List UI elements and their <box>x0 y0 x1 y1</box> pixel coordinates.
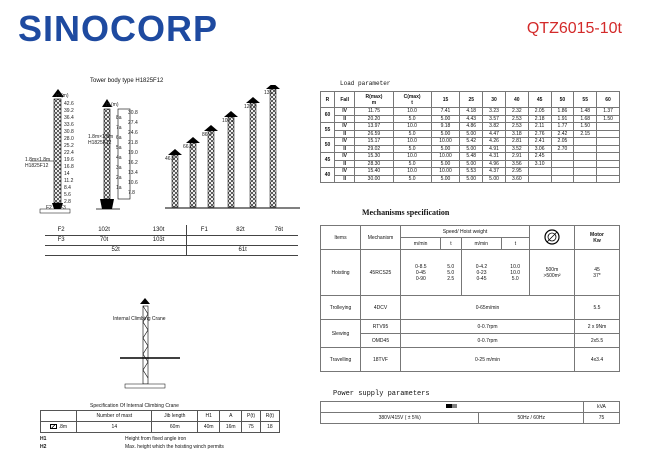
mast-section-icon <box>50 424 57 429</box>
cell: 4DCV <box>361 296 401 320</box>
cell: 45RCS25 <box>361 250 401 296</box>
height-label: 14 <box>64 171 70 177</box>
cell: 1.37 <box>597 108 620 116</box>
load-title: Load parameter <box>340 80 391 87</box>
tower-top-height: 86.4 <box>202 132 212 138</box>
header-cell: C(max) t <box>393 92 431 108</box>
tower-top-height: 126.0 <box>244 104 257 110</box>
cell: Trolleying <box>321 296 361 320</box>
header-cell: A <box>220 411 242 422</box>
cell: 1.91 <box>551 115 574 123</box>
h-label: H (m) <box>106 102 119 108</box>
cell <box>597 123 620 131</box>
cell: 0-4.2 0-23 0-45 <box>461 250 501 296</box>
header-cell: 30 <box>483 92 506 108</box>
note-h1-key: H1 <box>40 436 47 442</box>
cell: 3.60 <box>505 175 528 183</box>
cell <box>528 175 551 183</box>
cell: 2.81 <box>505 138 528 146</box>
cell: 75 <box>584 413 620 424</box>
table-row <box>321 296 620 320</box>
cell: 3.18 <box>505 130 528 138</box>
cell: 28.30 <box>355 160 393 168</box>
cell: 5.00 <box>483 175 506 183</box>
cell: 10.00 <box>431 138 460 146</box>
table-row <box>321 130 620 138</box>
cell <box>597 153 620 161</box>
cell: 5.53 <box>460 168 483 176</box>
cell: 130t <box>131 225 187 235</box>
cell: 30.00 <box>355 175 393 183</box>
cell: 70t <box>77 235 131 245</box>
cell: 1.77 <box>551 123 574 131</box>
cell: 0-65m/min <box>401 296 575 320</box>
cell: F2 <box>45 225 77 235</box>
table-row <box>321 115 620 123</box>
cell: 2.45 <box>528 153 551 161</box>
cell: IV <box>334 153 354 161</box>
table-header <box>321 226 620 238</box>
cell: 82t <box>221 225 259 235</box>
plug-icon <box>446 403 458 409</box>
cell: 18TVF <box>361 348 401 372</box>
height-label: 13.4 <box>128 170 138 176</box>
header-cell: Fall <box>334 92 354 108</box>
brand-logo <box>18 8 218 50</box>
radius-cell: 40 <box>321 168 335 183</box>
cell: 1.50 <box>597 115 620 123</box>
cell: Hoisting <box>321 250 361 296</box>
cell: 7.41 <box>431 108 460 116</box>
header-cell: m/min <box>461 238 501 250</box>
cell <box>574 138 597 146</box>
height-label: 10.6 <box>128 180 138 186</box>
cell: 5.48 <box>460 153 483 161</box>
cell: 50Hz / 60Hz <box>479 413 584 424</box>
cell: 2.95 <box>505 168 528 176</box>
header-cell: Mechanism <box>361 226 401 250</box>
cell: 60m <box>152 422 198 433</box>
tower-diagram <box>0 85 310 225</box>
tower-top-height: 106.2 <box>222 118 235 124</box>
section-label: 1a <box>116 185 122 191</box>
cell <box>597 168 620 176</box>
cell <box>187 235 298 245</box>
cell: 10.0 <box>393 168 431 176</box>
header-cell: 45 <box>528 92 551 108</box>
cell: II <box>334 130 354 138</box>
cell: 1.50 <box>574 123 597 131</box>
cell: 1.68 <box>574 115 597 123</box>
cell: 40m <box>198 422 220 433</box>
cell: 1.86 <box>551 108 574 116</box>
cell: 5.00 <box>431 145 460 153</box>
radius-cell: 55 <box>321 123 335 138</box>
cell: 2.41 <box>528 138 551 146</box>
section-label: 6a <box>116 135 122 141</box>
cell <box>574 145 597 153</box>
cell <box>551 153 574 161</box>
note-h1: Height from fixed angle iron <box>125 436 187 442</box>
cell <box>574 153 597 161</box>
height-label: 30.8 <box>128 110 138 116</box>
tower-top-height: 131.1 <box>264 90 277 96</box>
cell: 3.82 <box>483 123 506 131</box>
cell: 5.0 <box>393 130 431 138</box>
height-label: 28.0 <box>64 136 74 142</box>
height-label: 36.4 <box>64 115 74 121</box>
cell: 2.91 <box>505 153 528 161</box>
header-cell: Jib length <box>152 411 198 422</box>
tower-top-height: 66.6 <box>183 144 193 150</box>
height-label: 5.6 <box>64 192 71 198</box>
cell: 4.47 <box>483 130 506 138</box>
cell: Travelling <box>321 348 361 372</box>
cell: 5.0 <box>393 160 431 168</box>
section-label: 3a <box>116 165 122 171</box>
cell: Slewing <box>321 320 361 348</box>
cell: 0-0.7rpm <box>401 320 575 334</box>
header-cell: 40 <box>505 92 528 108</box>
table-row <box>321 320 620 334</box>
cell: 3.57 <box>483 115 506 123</box>
cell: OMD45 <box>361 334 401 348</box>
table-row <box>321 175 620 183</box>
climbing-spec-table <box>40 410 280 433</box>
table-row <box>321 250 620 296</box>
cell: 5.00 <box>460 175 483 183</box>
cell: 5.00 <box>460 130 483 138</box>
h-label: H (m) <box>56 93 69 99</box>
header-cell: m/min <box>401 238 441 250</box>
cell <box>551 160 574 168</box>
header-cell: 50 <box>551 92 574 108</box>
cell: 76t <box>260 225 298 235</box>
cell: 5.00 <box>431 130 460 138</box>
cell: 4.96 <box>483 160 506 168</box>
cell: 75 <box>242 422 261 433</box>
cell: IV <box>334 168 354 176</box>
cell: 5.00 <box>431 175 460 183</box>
cell: 5.0 <box>393 175 431 183</box>
height-label: 19.0 <box>128 150 138 156</box>
cell: 3.10 <box>528 160 551 168</box>
table-row <box>321 160 620 168</box>
radius-cell: 45 <box>321 153 335 168</box>
cell: RTV95 <box>361 320 401 334</box>
table-row <box>321 153 620 161</box>
cell: IV <box>334 123 354 131</box>
cell: 4.37 <box>483 168 506 176</box>
mechanisms-title: Mechanisms specification <box>362 208 450 217</box>
cell <box>528 168 551 176</box>
cell: II <box>334 115 354 123</box>
cell: 5.00 <box>460 145 483 153</box>
model-name: QTZ6015-10t <box>526 20 622 37</box>
f2-base-label-left: 1.8m×1.8m H1825F12 <box>25 157 51 169</box>
cell: 15.30 <box>355 153 393 161</box>
height-label: 16.8 <box>64 164 74 170</box>
header-cell: 60 <box>597 92 620 108</box>
power-title: Power supply parameters <box>333 390 430 398</box>
cell: 15.17 <box>355 138 393 146</box>
cell <box>597 130 620 138</box>
spec-title: Specification Of Internal Climbing Crane <box>90 403 179 409</box>
height-label: 21.8 <box>128 140 138 146</box>
note-h2-key: H2 <box>40 444 47 450</box>
cell <box>574 168 597 176</box>
cell: II <box>334 145 354 153</box>
cell: 2 x 9Nm <box>575 320 620 334</box>
cell: IV <box>334 138 354 146</box>
cell: 18 <box>260 422 279 433</box>
cell: 4.43 <box>460 115 483 123</box>
cell: 4.31 <box>483 153 506 161</box>
header-cell: R(max) m <box>355 92 393 108</box>
cell: 3.52 <box>505 145 528 153</box>
cell: 2.32 <box>505 108 528 116</box>
cell <box>551 175 574 183</box>
table-row <box>41 422 280 433</box>
cell: 29.02 <box>355 145 393 153</box>
section-label: 4a <box>116 155 122 161</box>
cell: 26.59 <box>355 130 393 138</box>
cell: F1 <box>187 225 222 235</box>
table-row <box>45 235 298 245</box>
cell: F3 <box>45 235 77 245</box>
cell: 4.86 <box>460 123 483 131</box>
cell: 2.18 <box>528 115 551 123</box>
table-row <box>321 108 620 116</box>
cell: 5.42 <box>460 138 483 146</box>
climbing-title: Internal Climbing Crane <box>113 316 166 322</box>
cell: 2.76 <box>528 130 551 138</box>
base-label-f3: F3 <box>60 205 66 211</box>
cell: 3.56 <box>505 160 528 168</box>
cell: 20.20 <box>355 115 393 123</box>
rope-drum-icon <box>543 228 561 246</box>
cell <box>574 175 597 183</box>
base-label-f2: F2 <box>46 205 52 211</box>
climbing-crane-diagram <box>120 296 180 396</box>
table-header <box>41 411 280 422</box>
radius-cell: 60 <box>321 108 335 123</box>
cell: 2.05 <box>528 108 551 116</box>
height-label: 11.2 <box>64 178 74 184</box>
height-label: 27.4 <box>128 120 138 126</box>
table-row <box>321 145 620 153</box>
cell: 4x3.4 <box>575 348 620 372</box>
cell <box>597 160 620 168</box>
foundation-table <box>45 225 298 256</box>
cell: 11.75 <box>355 108 393 116</box>
cell: 2x5.5 <box>575 334 620 348</box>
header-cell: R(t) <box>260 411 279 422</box>
height-label: 42.6 <box>64 101 74 107</box>
table-row <box>45 245 298 255</box>
cell <box>41 422 77 433</box>
cell: 5.00 <box>431 115 460 123</box>
header-cell: P(t) <box>242 411 261 422</box>
header-cell: Items <box>321 226 361 250</box>
cell: 4.18 <box>460 108 483 116</box>
header-cell <box>41 411 77 422</box>
cell: 5.0 <box>393 115 431 123</box>
cell: 10.0 10.0 5.0 <box>501 250 529 296</box>
cell: 3.06 <box>528 145 551 153</box>
mast-size: .8m <box>58 424 68 430</box>
cell: 3.23 <box>483 108 506 116</box>
note-h2: Max. height which the hoisting winch permits <box>125 444 224 450</box>
height-label: 24.6 <box>128 130 138 136</box>
table-row <box>321 123 620 131</box>
height-label: 30.8 <box>64 129 74 135</box>
tower-body-title: Tower body type H1825F12 <box>90 78 164 84</box>
cell: 10.0 <box>393 153 431 161</box>
height-label: 39.2 <box>64 108 74 114</box>
cell: 380V/415V ( ± 5%) <box>321 413 479 424</box>
cell: 5.0 <box>393 145 431 153</box>
cell: II <box>334 175 354 183</box>
table-row <box>321 168 620 176</box>
cell: 45 37* <box>575 250 620 296</box>
tower-f2 <box>96 99 130 209</box>
table-row <box>321 334 620 348</box>
table-row <box>45 225 298 235</box>
section-label: 7a <box>116 125 122 131</box>
height-label: 22.4 <box>64 150 74 156</box>
cell <box>597 145 620 153</box>
header-cell: 25 <box>460 92 483 108</box>
height-label: 7.8 <box>128 190 135 196</box>
cell <box>551 168 574 176</box>
cell: 2.53 <box>505 115 528 123</box>
header-cell: R <box>321 92 335 108</box>
cell: 0-8.5 0-45 0-90 <box>401 250 441 296</box>
table-row <box>321 413 620 424</box>
cell: 16m <box>220 422 242 433</box>
cell: 15.40 <box>355 168 393 176</box>
header-cell: kVA <box>584 402 620 413</box>
power-table <box>320 401 620 424</box>
cell: 5.00 <box>431 160 460 168</box>
cell: 2.53 <box>505 123 528 131</box>
table-row <box>321 138 620 146</box>
cell: 10.00 <box>431 168 460 176</box>
height-label: 25.2 <box>64 143 74 149</box>
cell: 2.05 <box>551 138 574 146</box>
header-cell: t <box>501 238 529 250</box>
cell: 10.0 <box>393 123 431 131</box>
cell: 9.18 <box>431 123 460 131</box>
height-label: 19.6 <box>64 157 74 163</box>
mechanisms-table <box>320 225 620 372</box>
cell: 2.11 <box>528 123 551 131</box>
section-label: 2a <box>116 175 122 181</box>
cell: 1.48 <box>574 108 597 116</box>
cell: 61t <box>187 245 298 255</box>
header-cell: 15 <box>431 92 460 108</box>
cell: 10.0 <box>393 138 431 146</box>
height-label: 33.6 <box>64 122 74 128</box>
header-cell: H1 <box>198 411 220 422</box>
f2-base-label-right: 1.8m×1.8m H1825F12 <box>88 134 114 146</box>
cell: 500m >500m² <box>530 250 575 296</box>
header-cell: 55 <box>574 92 597 108</box>
radius-cell: 50 <box>321 138 335 153</box>
cell: IV <box>334 108 354 116</box>
cell: 103t <box>131 235 187 245</box>
cell: 102t <box>77 225 131 235</box>
cell <box>597 175 620 183</box>
cell: 4.91 <box>483 145 506 153</box>
cell: 5.0 5.0 2.5 <box>441 250 461 296</box>
height-label: 2.8 <box>64 199 71 205</box>
table-row <box>321 348 620 372</box>
cell: 10.00 <box>431 153 460 161</box>
height-label: 16.2 <box>128 160 138 166</box>
cell: 0-0.7rpm <box>401 334 575 348</box>
tower-top-height: 46.8 <box>165 156 175 162</box>
cell: 2.15 <box>574 130 597 138</box>
cell: 10.0 <box>393 108 431 116</box>
cell: II <box>334 160 354 168</box>
header-cell: t <box>441 238 461 250</box>
height-label: 8.4 <box>64 185 71 191</box>
header-cell: Speed/ Hoist weight <box>401 226 530 238</box>
rope-icon-cell <box>530 226 575 250</box>
cell <box>597 138 620 146</box>
table-header <box>321 92 620 108</box>
cell: 14 <box>77 422 152 433</box>
cell: 5.00 <box>460 160 483 168</box>
cell: 5.5 <box>575 296 620 320</box>
cell: 52t <box>45 245 187 255</box>
cell: 2.42 <box>551 130 574 138</box>
header-cell: Motor Kw <box>575 226 620 250</box>
cell: 2.70 <box>551 145 574 153</box>
load-table <box>320 91 620 183</box>
cell: 0-25 m/min <box>401 348 575 372</box>
cell: 13.97 <box>355 123 393 131</box>
plug-icon-cell <box>321 402 584 413</box>
table-header <box>321 402 620 413</box>
header-cell: Number of mast <box>77 411 152 422</box>
section-label: 5a <box>116 145 122 151</box>
section-label: 8a <box>116 115 122 121</box>
brand-text: SINOCORP <box>18 8 219 49</box>
cell: 4.26 <box>483 138 506 146</box>
cell <box>574 160 597 168</box>
